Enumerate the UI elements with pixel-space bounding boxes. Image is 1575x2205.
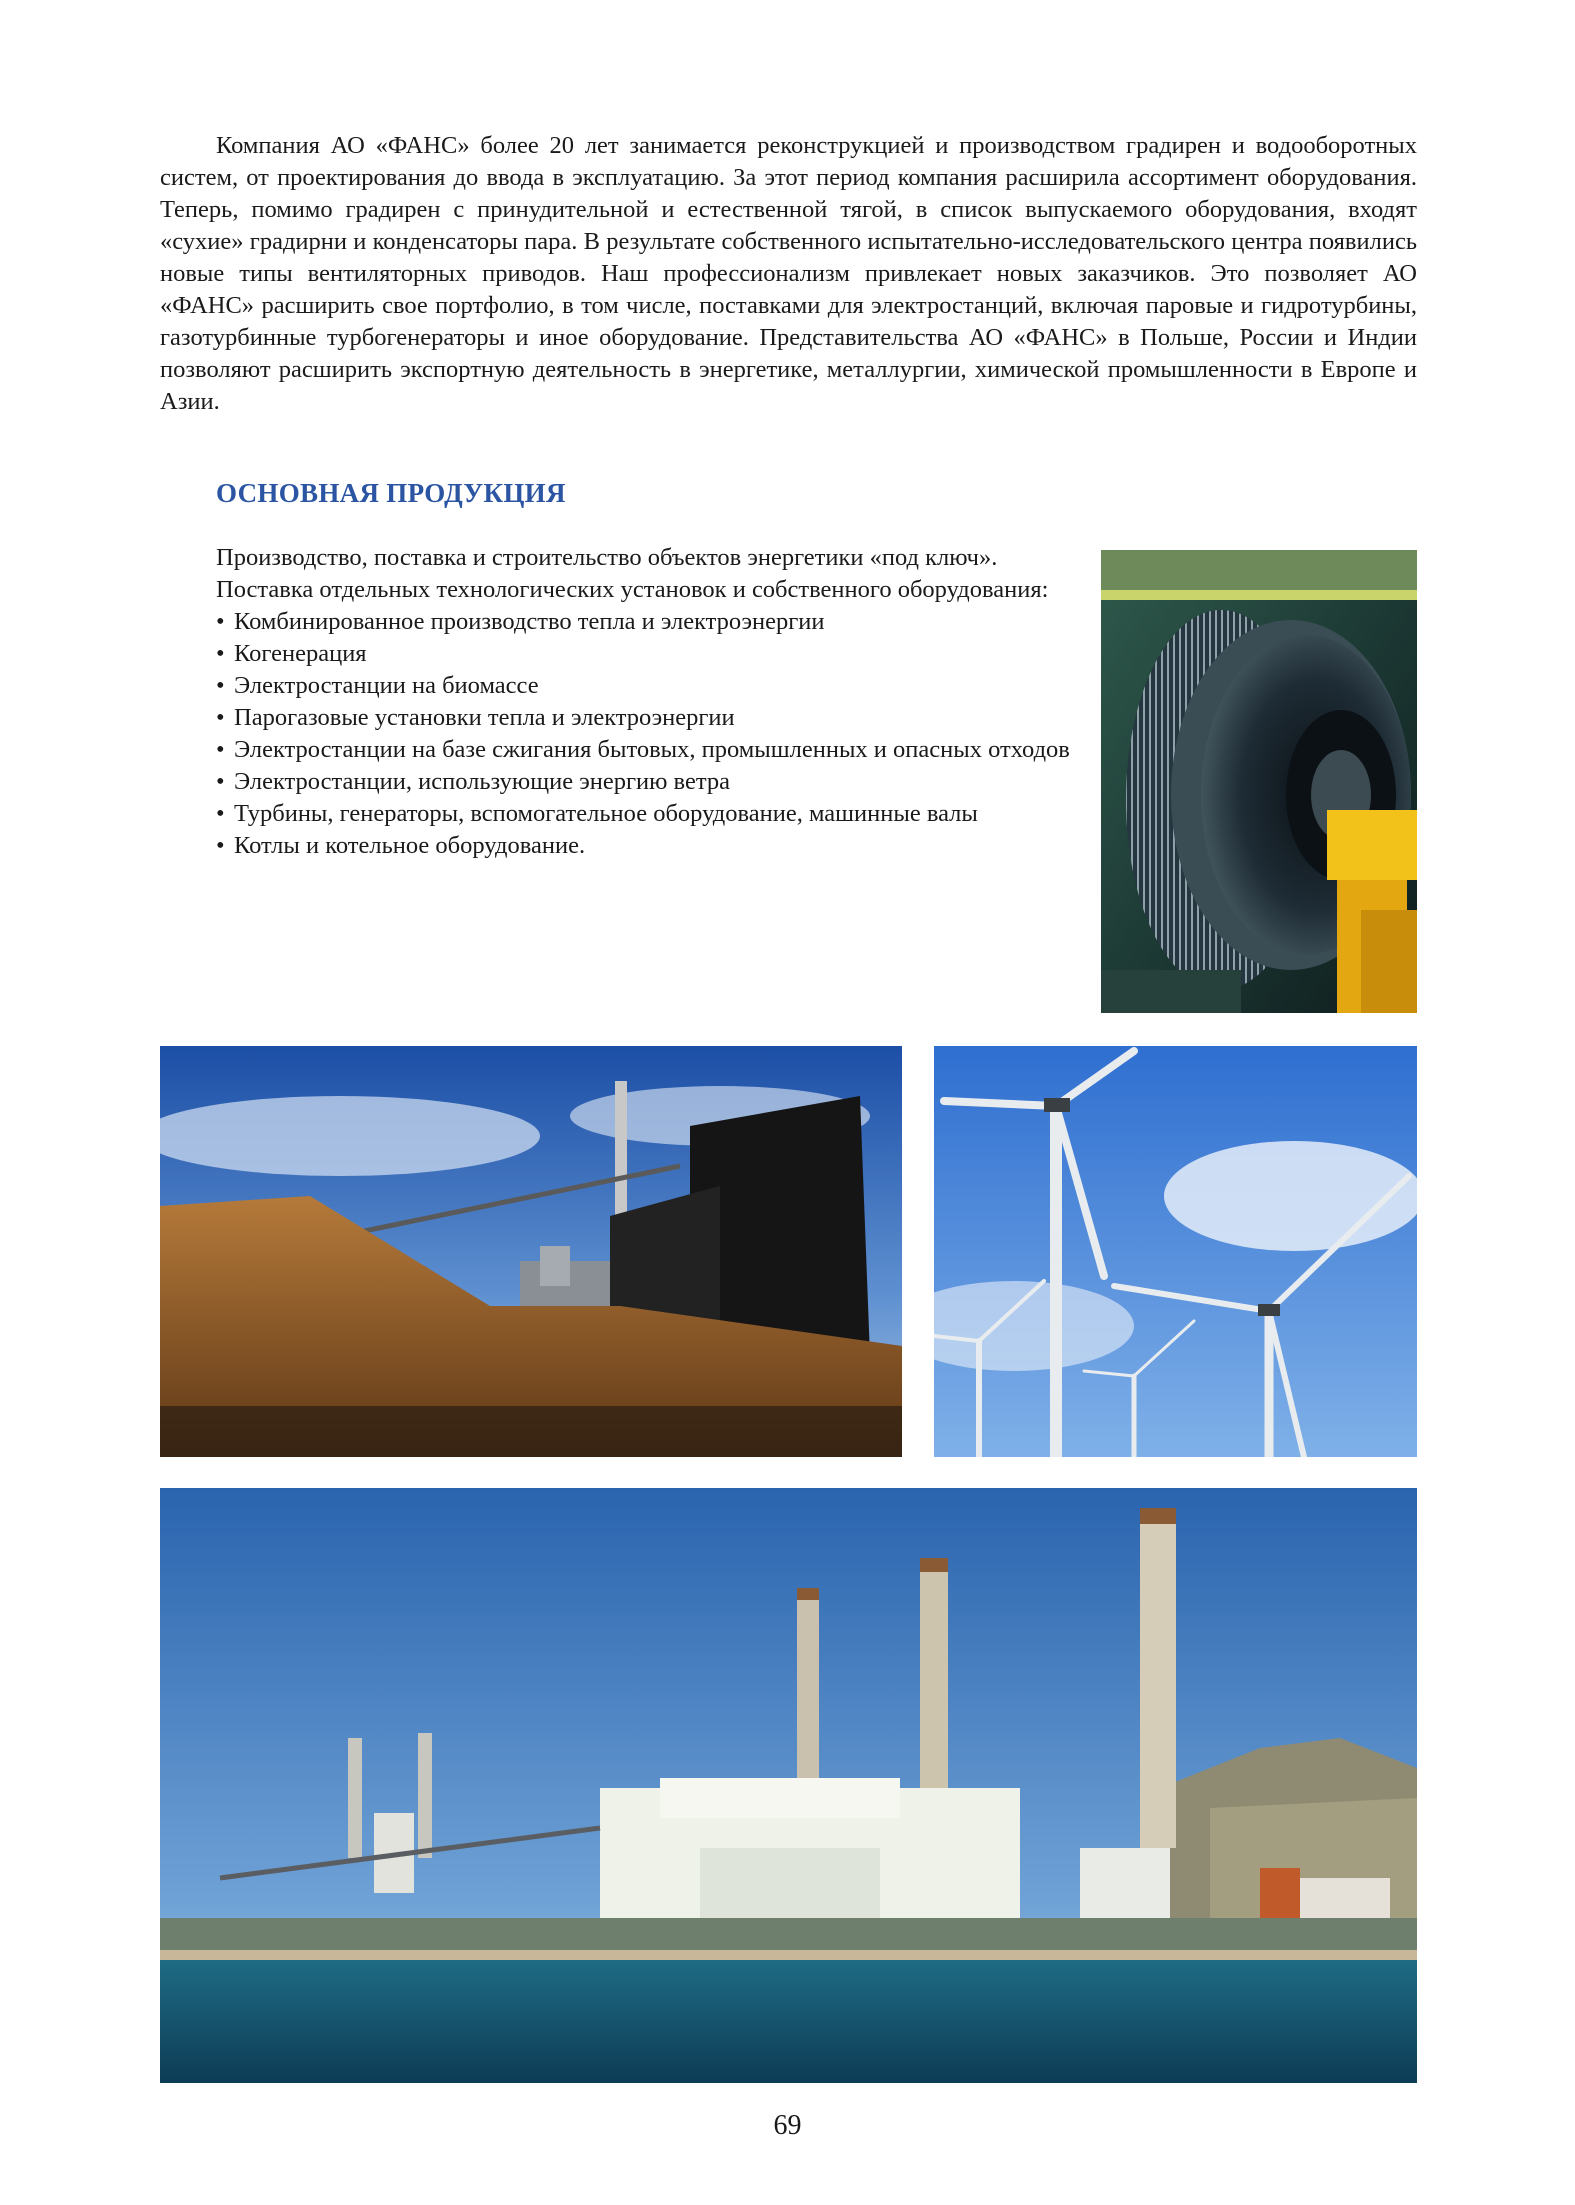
list-item: • Электростанции, использующие энергию ветра bbox=[216, 766, 1070, 798]
wind-turbines-photo bbox=[934, 1046, 1417, 1457]
section-heading: ОСНОВНАЯ ПРОДУКЦИЯ bbox=[216, 478, 566, 508]
intro-paragraph: Компания АО «ФАНС» более 20 лет занимается реконструкцией и производством градирен и водооборотных систем, от проектирования до ввода в эксплуатацию. За этот период компания расширила ассортимент оборудования. Теперь, помимо градирен с принудительной и естественной тягой, в список выпускаемого оборудования, входят «сухие» градирни и конденсаторы пара. В результате собственного испытательно-исследовательского центра появились новые типы вентиляторных приводов. Наш профессионализм привлекает новых заказчиков. Это позволяет АО «ФАНС» расширить свое портфолио, в том числе, поставками для электростанций, включая паровые и гидротурбины, газотурбинные турбогенераторы и иное оборудование. Представительства АО «ФАНС» в Польше, России и Индии позволяют расширить экспортную деятельность в энергетике, металлургии, химической промышленности в Европе и Азии. bbox=[160, 132, 1417, 415]
list-item: • Парогазовые установки тепла и электроэнергии bbox=[216, 702, 1070, 734]
biomass-plant-photo bbox=[160, 1046, 902, 1457]
list-item: • Электростанции на биомассе bbox=[216, 670, 1070, 702]
products-list bbox=[216, 606, 1070, 862]
list-item: • Когенерация bbox=[216, 638, 1070, 670]
products-block bbox=[216, 542, 1070, 862]
list-item: • Котлы и котельное оборудование. bbox=[216, 830, 1070, 862]
turbine-photo bbox=[1101, 550, 1417, 1013]
list-item: • Турбины, генераторы, вспомогательное оборудование, машинные валы bbox=[216, 798, 1070, 830]
products-line-supply: Поставка отдельных технологических установок и собственного оборудования: bbox=[216, 576, 1049, 603]
list-item: • Комбинированное производство тепла и электроэнергии bbox=[216, 606, 1070, 638]
products-line-turnkey: Производство, поставка и строительство объектов энергетики «под ключ». bbox=[216, 544, 998, 571]
page-number: 69 bbox=[773, 2110, 802, 2141]
power-station-photo bbox=[160, 1488, 1417, 2083]
list-item: • Электростанции на базе сжигания бытовых, промышленных и опасных отходов bbox=[216, 734, 1070, 766]
